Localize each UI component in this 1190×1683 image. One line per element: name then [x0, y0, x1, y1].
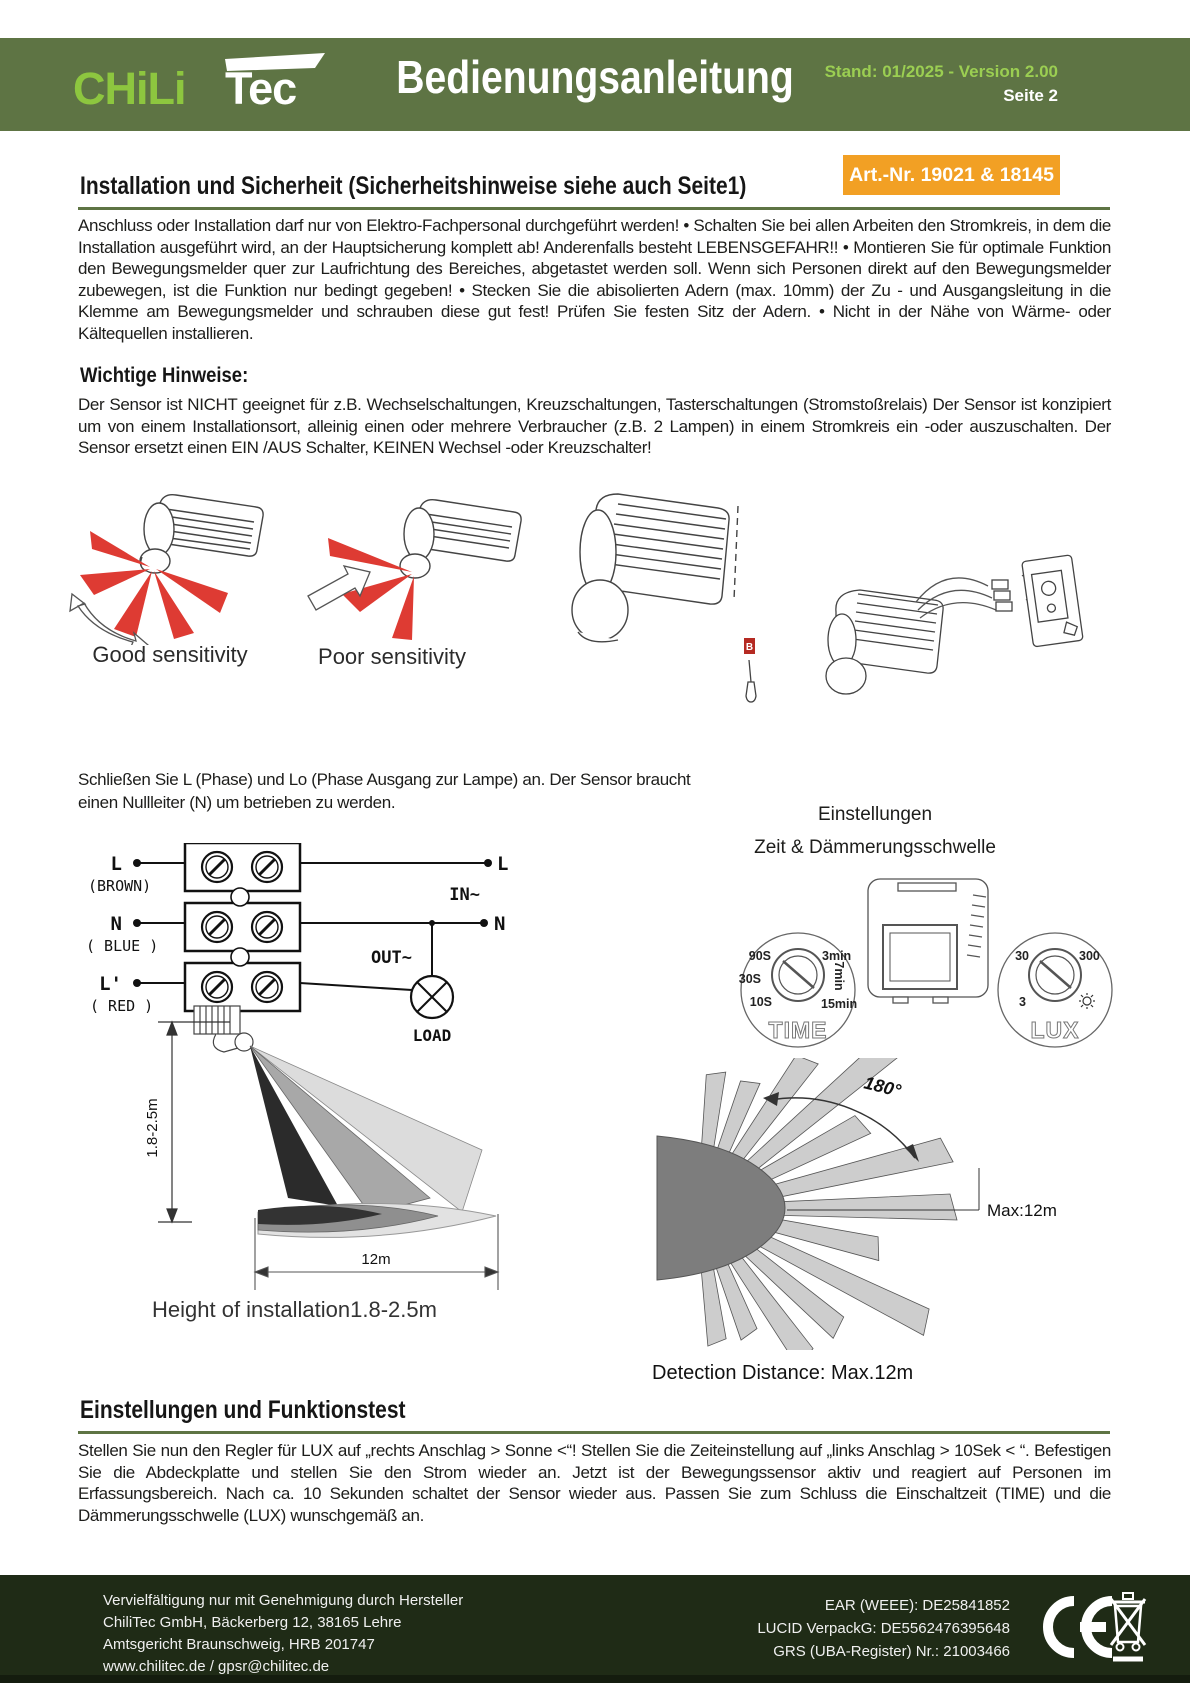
hints-paragraph: Der Sensor ist NICHT geeignet für z.B. Wechselschaltungen, Kreuzschaltungen, Tasterschaltungen (Stromstoßrelais) Der Sensor ist konzipiert um von einem Installationsort, alleinig einen oder mehrere Verbraucher (z.B. 2 Lampen) in einem Stromkreis ein -oder auszuschalten. Der Sensor ersetzt einen EIN /AUS Schalter, KEINEN Wechsel -oder Kreuzschalter!	[78, 395, 1111, 458]
time-tick-7min: 7min	[832, 961, 846, 991]
wire-label-l: L	[110, 853, 122, 875]
sensor-poor-sensitivity-illustration	[300, 490, 535, 645]
footer-line-web: www.chilitec.de / gpsr@chilitec.de	[103, 1658, 330, 1675]
in-tilde-label: IN~	[449, 885, 480, 905]
page-number: Seite 2	[1003, 86, 1058, 105]
footer-line-weee: EAR (WEEE): DE25841852	[824, 1597, 1010, 1614]
hints-heading: Wichtige Hinweise:	[80, 364, 249, 387]
screwdriver-icon	[746, 660, 756, 702]
header-band	[0, 38, 1190, 131]
footer-line-copyright: Vervielfältigung nur mit Genehmigung durch Hersteller	[103, 1592, 464, 1609]
installation-paragraph: Anschluss oder Installation darf nur von Elektro-Fachpersonal durchgeführt werden! • Schalten Sie bei allen Arbeiten den Stromkreis, in dem die Installation ausgeführt wird, an der Hauptsicherung komplett ab! Anderenfalls besteht LEBENSGEFAHR!! • Montieren Sie für optimale Funktion den Bewegungsmelder quer zur Laufrichtung des Bereiches, abgetastet werden soll. Wenn sich Personen direkt auf den Bewegungsmelder zubewegen, ist die Funktion nur bedingt gegeben! • Stecken Sie die abisolierten Adern (max. 10mm) der Zu - und Ausgangsleitung in die Klemme am Bewegungsmelder und schrauben diese gut fest! Prüfen Sie festen Sitz der Adern. • Nicht in der Nähe von Wärme- oder Kältequellen installieren.	[78, 216, 1111, 343]
distance-dimension-label: 12m	[361, 1251, 391, 1268]
time-tick-30s: 30S	[738, 972, 761, 986]
lux-dial	[998, 933, 1112, 1047]
wire-label-red: ( RED )	[90, 997, 154, 1015]
chilitec-logo	[73, 53, 333, 117]
section-heading-test: Einstellungen und Funktionstest	[80, 1396, 406, 1424]
lux-tick-300: 300	[1079, 949, 1100, 963]
out-label-n: N	[494, 913, 506, 935]
article-number-badge: Art.-Nr. 19021 & 18145	[843, 155, 1060, 195]
sensor-front-icon	[868, 879, 988, 1003]
settings-label-line1: Einstellungen	[817, 804, 933, 825]
time-tick-3min: 3min	[822, 949, 852, 963]
publisher-info	[103, 1590, 463, 1678]
logo-text-tec: Tec	[225, 63, 297, 114]
weee-bin-icon	[1105, 1585, 1151, 1669]
section-heading-installation: Installation und Sicherheit (Sicherheitshinweise siehe auch Seite1)	[80, 172, 747, 200]
poor-sensitivity-caption: Poor sensitivity	[318, 644, 466, 669]
max-distance-label: Max:12m	[987, 1201, 1057, 1220]
sensor-adjustment-illustration	[558, 482, 800, 704]
out-label-l: L	[497, 853, 509, 875]
connection-intro: Schließen Sie L (Phase) und Lo (Phase Ausgang zur Lampe) an. Der Sensor braucht einen Nullleiter (N) um betrieben zu werden.	[78, 770, 691, 812]
section-rule-2	[78, 1431, 1110, 1436]
wire-label-blue: ( BLUE )	[86, 937, 159, 955]
time-tick-10s: 10S	[749, 995, 772, 1009]
lux-dial-label: LUX	[1030, 1017, 1080, 1043]
b-mark-label: B	[745, 642, 754, 653]
lux-tick-30: 30	[1015, 949, 1029, 963]
time-tick-15min: 15min	[821, 997, 858, 1011]
installation-height-figure	[130, 1000, 510, 1295]
time-lux-dials-figure	[685, 857, 1140, 1090]
section-rule	[78, 207, 1110, 212]
angle-label: 180°	[862, 1072, 903, 1101]
height-caption: Height of installation1.8-2.5m	[152, 1297, 437, 1322]
ce-mark-icon	[1022, 1592, 1114, 1662]
footer-line-lucid: LUCID VerpackG: DE5562476395648	[757, 1620, 1010, 1637]
detection-caption: Detection Distance: Max.12m	[652, 1362, 914, 1384]
height-dimension-label: 1.8-2.5m	[144, 1098, 161, 1158]
test-paragraph: Stellen Sie nun den Regler für LUX auf „rechts Anschlag > Sonne <“! Stellen Sie die Zeiteinstellung auf „links Anschlag > 10Sek < “. Befestigen Sie die Abdeckplatte und stellen Sie den Strom wieder an. Jetzt ist der Bewegungssensor aktiv und reagiert auf Personen im Erfassungsbereich. Nach ca. 10 Sekunden schaltet der Sensor wieder aus. Passen Sie zum Schluss die Einschaltzeit (TIME) und die Dämmerungsschwelle (LUX) wunschgemäß an.	[78, 1441, 1111, 1525]
sensor-mounting-illustration	[812, 550, 1087, 705]
terminal-b-marker	[744, 638, 755, 654]
load-label: LOAD	[412, 1026, 452, 1045]
registration-info	[757, 1594, 1010, 1663]
out-tilde-label: OUT~	[371, 948, 412, 968]
wall-plate-icon	[1022, 555, 1083, 647]
time-dial-label: TIME	[768, 1017, 828, 1043]
page-bottom-strip	[0, 1675, 1190, 1683]
detection-pattern-figure	[635, 1058, 1090, 1350]
time-tick-90s: 90S	[748, 949, 771, 963]
good-sensitivity-caption: Good sensitivity	[92, 642, 248, 667]
version-info: Stand: 01/2025 - Version 2.00	[824, 62, 1058, 81]
settings-figure-label	[735, 798, 1015, 864]
footer-line-grs: GRS (UBA-Register) Nr.: 21003466	[773, 1643, 1010, 1660]
logo-text-chili: CHiLi	[73, 63, 186, 114]
wire-label-n: N	[110, 913, 122, 935]
lux-tick-3: 3	[1019, 995, 1026, 1009]
time-dial	[739, 933, 857, 1047]
sensor-good-sensitivity-illustration	[62, 487, 300, 645]
settings-label-line2: Zeit & Dämmerungsschwelle	[754, 837, 996, 858]
footer-line-court: Amtsgericht Braunschweig, HRB 201747	[103, 1636, 375, 1653]
footer-band	[0, 1575, 1190, 1683]
wire-label-brown: (BROWN)	[88, 877, 152, 895]
header-meta	[825, 60, 1058, 108]
wire-label-l2: L'	[99, 973, 122, 995]
wall-sensor-icon	[194, 1006, 253, 1052]
footer-line-company: ChiliTec GmbH, Bäckerberg 12, 38165 Lehre	[103, 1614, 402, 1631]
page-title: Bedienungsanleitung	[396, 51, 794, 103]
